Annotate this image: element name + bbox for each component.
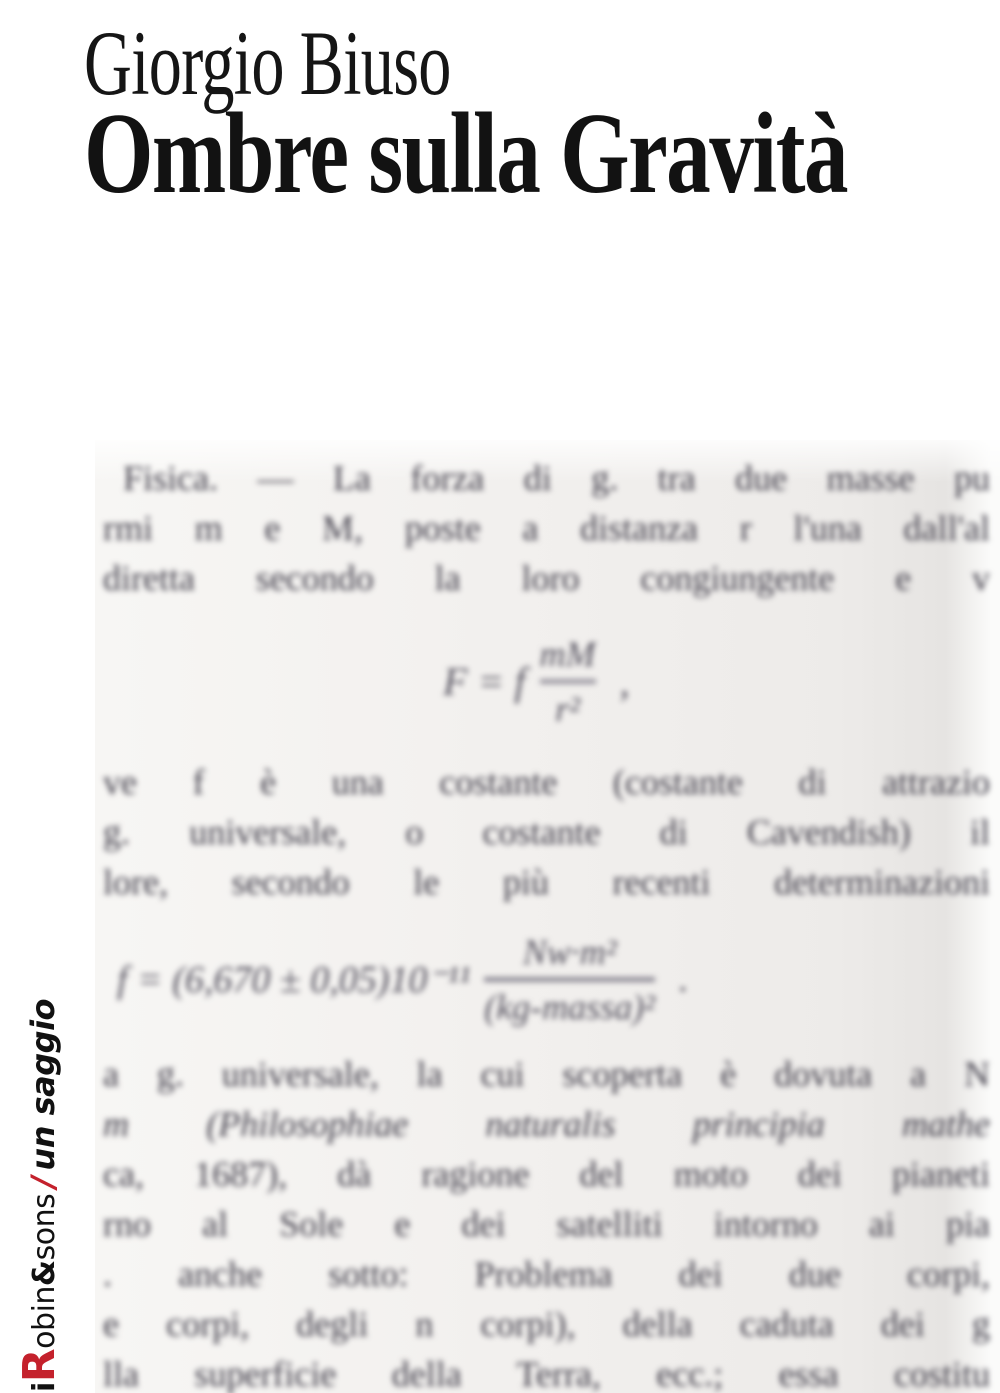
scan-line: g. universale, o costante di Cavendish) il xyxy=(103,812,990,852)
scan-line: . anche sotto: Problema dei due corpi, xyxy=(103,1254,990,1294)
publisher-spine-wordmark xyxy=(14,999,65,1392)
fraction-numerator: mM xyxy=(539,633,596,674)
scan-line: ca, 1687), dà ragione del moto dei pianeti xyxy=(103,1154,990,1194)
formula-lhs: F = f xyxy=(443,658,526,704)
fraction xyxy=(484,931,655,1028)
gravitational-constant-formula xyxy=(117,908,990,1050)
fraction xyxy=(540,633,596,730)
fraction-denominator: (kg-massa)² xyxy=(484,986,655,1027)
scan-line: m (Philosophiae naturalis principia mathe xyxy=(103,1104,990,1144)
publisher-initial-r: R xyxy=(14,1348,65,1383)
scan-line: diretta secondo la loro congiungente e v xyxy=(103,558,990,598)
scan-content xyxy=(95,440,1000,1393)
ampersand: & xyxy=(27,1260,62,1287)
author-name: Giorgio Biuso xyxy=(84,12,451,114)
series-separator-slash: / xyxy=(24,1176,62,1188)
formula-trailing-punctuation: , xyxy=(619,658,630,704)
book-title: Ombre sulla Gravità xyxy=(84,90,848,218)
formula-lhs: f = (6,670 ± 0,05)10⁻¹¹ xyxy=(117,958,471,1001)
scan-line: lla superficie della Terra, ecc.; essa costitu xyxy=(103,1354,990,1393)
fraction-bar xyxy=(540,679,596,684)
scan-line: rmi m e M, poste a distanza r l'una dall'al xyxy=(103,508,990,548)
scan-line: ve f è una costante (costante di attrazio xyxy=(103,762,990,802)
scan-line: rno al Sole e dei satelliti intorno ai pia xyxy=(103,1204,990,1244)
fraction-bar xyxy=(484,977,655,982)
formula-trailing-punctuation: . xyxy=(678,958,689,1000)
scan-line: e corpi, degli n corpi), della caduta dei g xyxy=(103,1304,990,1344)
publisher-name-part: sons xyxy=(27,1193,62,1261)
publisher-name-part: obin xyxy=(27,1286,62,1349)
scanned-physics-page xyxy=(95,440,1000,1393)
fraction-denominator: r² xyxy=(555,688,580,729)
scan-line: lore, secondo le più recenti determinazioni xyxy=(103,862,990,902)
series-name: un saggio xyxy=(24,998,62,1171)
publisher-prefix: i xyxy=(27,1382,62,1392)
fraction-numerator: Nw·m² xyxy=(522,931,617,972)
scan-line: Fisica. — La forza di g. tra due masse pu xyxy=(123,458,990,498)
gravity-force-formula xyxy=(443,604,990,758)
scan-line: a g. universale, la cui scoperta è dovuta a N xyxy=(103,1054,990,1094)
